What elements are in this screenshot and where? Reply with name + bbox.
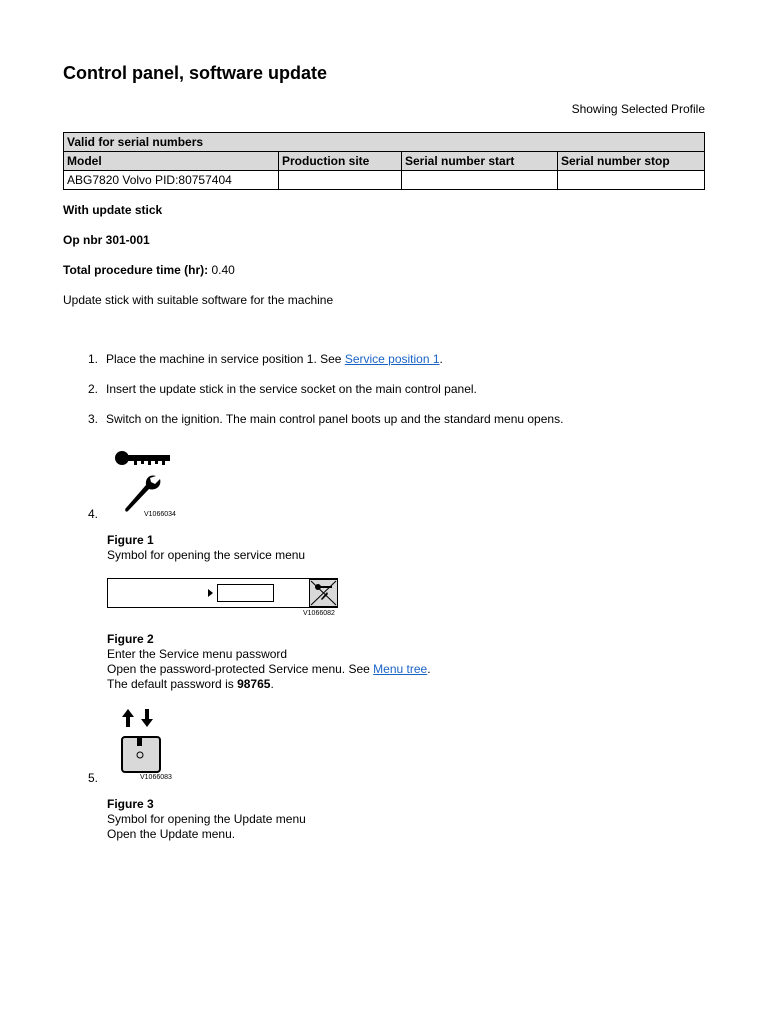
step-number: 3.: [88, 412, 99, 426]
step-number: 5.: [88, 771, 99, 785]
with-update-stick: With update stick: [63, 203, 163, 217]
figure-caption: Symbol for opening the Update menu: [107, 812, 306, 826]
op-number: Op nbr 301-001: [63, 233, 150, 247]
menu-tree-link[interactable]: Menu tree: [373, 662, 428, 676]
password-field[interactable]: [217, 584, 274, 602]
figure-instruction: Open the Update menu.: [107, 827, 236, 841]
step-number: 4.: [88, 507, 99, 521]
column-header: Production site: [279, 152, 402, 171]
figure-caption: Enter the Service menu password: [107, 647, 288, 661]
profile-label: Showing Selected Profile: [571, 102, 705, 116]
figure-tag: V1066034: [144, 511, 176, 518]
figure-title: Figure 3: [107, 797, 154, 811]
default-password: 98765: [237, 677, 271, 691]
figure-tag: V1066082: [303, 610, 335, 617]
service-menu-icon: [309, 579, 338, 607]
default-password-text: The default password is 98765.: [107, 677, 274, 691]
table-row: [64, 171, 705, 190]
step-number: 2.: [88, 382, 99, 396]
step-text: Switch on the ignition. The main control panel boots up and the standard menu opens.: [106, 412, 564, 426]
figure-title: Figure 1: [107, 533, 154, 547]
table-cell: ABG7820 Volvo PID:80757404: [64, 171, 279, 190]
procedure-time: [63, 263, 235, 277]
column-header: Serial number start: [402, 152, 558, 171]
figure-caption: Symbol for opening the service menu: [107, 548, 306, 562]
figure-3-caption: [107, 797, 306, 842]
key-wrench-icon: [112, 444, 174, 516]
table-cell: [402, 171, 558, 190]
procedure-time-value: 0.40: [211, 263, 235, 277]
table-cell: [558, 171, 705, 190]
step-number: 1.: [88, 352, 99, 366]
serial-table: [63, 132, 705, 190]
figure-2-caption: [107, 632, 431, 692]
table-cell: [279, 171, 402, 190]
page-title: Control panel, software update: [63, 63, 328, 83]
update-disk-icon: [118, 705, 166, 775]
step-text: Insert the update stick in the service socket on the main control panel.: [106, 382, 477, 396]
figure-tag: V1066083: [140, 774, 172, 781]
serial-table-header: Valid for serial numbers: [64, 133, 705, 152]
column-header: Serial number stop: [558, 152, 705, 171]
service-position-link[interactable]: Service position 1: [344, 352, 440, 366]
figure-1-caption: [107, 533, 305, 563]
intro-text: Update stick with suitable software for the machine: [63, 293, 334, 307]
column-header: Model: [64, 152, 279, 171]
procedure-time-label: Total procedure time (hr):: [63, 263, 209, 277]
figure-title: Figure 2: [107, 632, 154, 646]
figure-instruction: Open the password-protected Service menu. See Menu tree.: [107, 662, 431, 676]
cursor-arrow-icon: [208, 589, 213, 597]
password-screen: [107, 578, 338, 608]
step-text: Place the machine in service position 1. See Service position 1.: [106, 352, 443, 366]
